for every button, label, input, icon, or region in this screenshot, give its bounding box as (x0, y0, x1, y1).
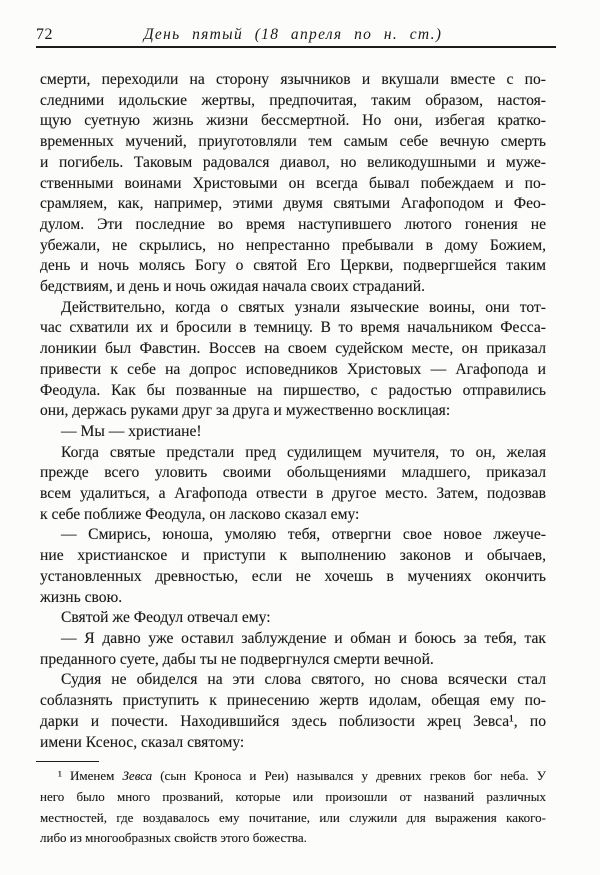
paragraph (40, 70, 546, 298)
footnote-separator (36, 761, 99, 762)
footnote-line (40, 766, 546, 787)
text-line: и погибель. Таковым радовался диавол, но великодушными и муже- (40, 153, 546, 171)
body-text (40, 70, 546, 753)
footnote-line: него было много прозваний, которые или произошли от названий различных (40, 788, 546, 804)
text-line: жизнь свою. (40, 588, 123, 606)
text-line: соблазнять приступить к принесению жертв идолам, обещая ему по- (40, 692, 546, 710)
text-line: лоникии был Фавстин. Воссев на своем судейском месте, он приказал (40, 340, 546, 358)
text-line: всем удалиться, а Агафопода отвести в другое место. Затем, подозвав (40, 485, 546, 503)
footnote-line: местностей, где воздавалось ему почитание, или служили для выражения какого- (40, 809, 546, 825)
paragraph (40, 443, 546, 526)
paragraph (40, 670, 546, 753)
header-rule (36, 46, 556, 48)
text-line: временных мучений, приуготовляли тем самым себе вечную смерть (40, 133, 546, 151)
paragraph (40, 629, 546, 670)
text-line: — Мы — христиане! (61, 422, 202, 440)
text-line: Феодула. Как бы позванные на пиршество, с радостью отправились (40, 381, 546, 399)
text-line: привести к себе на допрос исповедников Христовых — Агафопода и (40, 360, 546, 378)
text-line: щую суетную жизнь жизни бессмертной. Но они, избегая кратко- (40, 112, 546, 130)
text-line: ние христианское и приступи к выполнению законов и обычаев, (40, 547, 546, 565)
text-line: дулом. Эти последние во время наступившего лютого гонения не (40, 215, 546, 233)
text-line: час схватили их и бросили в темницу. В то время начальником Фесса- (40, 319, 546, 337)
text-line: день и ночь молясь Богу о святой Его Церкви, подвергшейся таким (40, 257, 546, 275)
text-line: имени Ксенос, сказал святому: (40, 733, 245, 751)
text-line: срамляем, как, например, этими двумя святыми Агафоподом и Фео- (40, 195, 546, 213)
paragraph (40, 422, 546, 443)
text-line: следними идольские жертвы, предпочитая, таким образом, настоя- (40, 91, 546, 109)
text-segment: (сын Кроноса и Реи) назывался у древних греков бог неба. У (152, 768, 546, 783)
text-line: смерти, переходили на сторону язычников и вкушали вместе с по- (40, 71, 546, 88)
text-line: установленных древностью, если не хочешь в мучениях окончить (40, 567, 546, 585)
text-line: Судия не обиделся на эти слова святого, но снова всячески стал (61, 671, 546, 689)
text-line: убежали, не скрылись, но непрестанно пребывали в дому Божием, (40, 236, 546, 254)
text-line: — Смирись, юноша, умоляю тебя, отвергни свое новое лжеуче- (61, 526, 546, 544)
footnote (40, 766, 546, 849)
text-line: Святой же Феодул отвечал ему: (61, 609, 271, 627)
text-line: преданного суете, дабы ты не подвергнулся смерти вечной. (40, 650, 434, 668)
text-line: ственными воинами Христовыми он всегда бывал побеждаем и по- (40, 174, 546, 192)
text-line: — Я давно уже оставил заблуждение и обман и боюсь за тебя, так (61, 629, 546, 647)
text-segment: ¹ Именем (58, 768, 123, 783)
footnote-line: либо из многообразных свойств этого божества. (40, 830, 307, 846)
paragraph (40, 608, 546, 629)
text-line: прежде всего уловить своими обольщениями младшего, приказал (40, 464, 546, 482)
italic-text: Зевса (122, 768, 153, 783)
page-number: 72 (36, 26, 53, 43)
paragraph (40, 525, 546, 608)
text-line: дарки и почести. Находившийся здесь поблизости жрец Зевса¹, по (40, 712, 546, 730)
text-line: к себе поближе Феодула, он ласково сказал ему: (40, 505, 360, 523)
paragraph (40, 298, 546, 422)
running-head: День пятый (18 апреля по н. ст.) (143, 26, 443, 43)
text-line: они, держась руками друг за друга и мужественно восклицая: (40, 402, 451, 420)
text-line: Действительно, когда о святых узнали языческие воины, они тот- (61, 298, 546, 316)
text-line: Когда святые предстали пред судилищем мучителя, то он, желая (61, 443, 546, 461)
text-line: бедствиям, и день и ночь ожидая начала своих страданий. (40, 278, 425, 296)
